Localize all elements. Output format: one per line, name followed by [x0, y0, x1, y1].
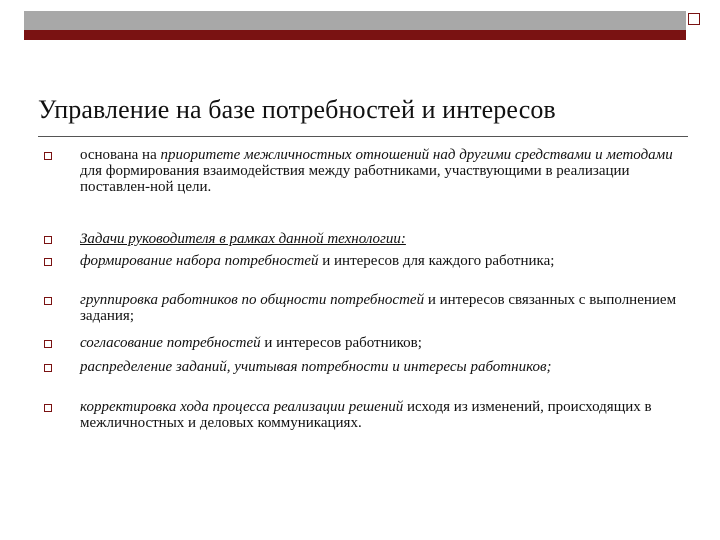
- bullet-text: [80, 359, 690, 375]
- square-bullet-icon: [44, 340, 52, 348]
- square-bullet-icon: [44, 152, 52, 160]
- corner-square-decoration: [688, 13, 700, 25]
- bullet-text: [80, 253, 690, 269]
- text-run-italic: корректировка хода процесса реализации решений: [80, 399, 404, 415]
- text-run: и интересов связанных с выполнением задания;: [80, 292, 677, 324]
- text-run-italic-underline: Задачи руководителя в рамках данной технологии:: [80, 231, 406, 247]
- text-run: для формирования взаимодействия между работниками, участвующими в реализации поставлен-ной цели.: [80, 163, 630, 195]
- text-run: исходя из изменений, происходящих в межличностных и деловых коммуникациях.: [80, 399, 652, 431]
- square-bullet-icon: [44, 404, 52, 412]
- bullet-text: [80, 335, 690, 351]
- square-bullet-icon: [44, 297, 52, 305]
- square-bullet-icon: [44, 258, 52, 266]
- text-run-italic: согласование потребностей: [80, 335, 261, 351]
- square-bullet-icon: [44, 364, 52, 372]
- header-accent-rule: [24, 30, 686, 40]
- text-run: и интересов для каждого работника;: [318, 253, 555, 269]
- text-run-italic: приоритете межличностных отношений над другими средствами и методами: [160, 147, 673, 163]
- bullet-text: [80, 399, 690, 431]
- text-run-italic: формирование набора потребностей: [80, 253, 319, 269]
- bullet-text: [80, 231, 690, 247]
- text-run-italic: группировка работников по общности потребностей: [80, 292, 425, 308]
- text-run: и интересов работников;: [260, 335, 422, 351]
- square-bullet-icon: [44, 236, 52, 244]
- text-run: основана на: [80, 147, 161, 163]
- bullet-text: [80, 292, 690, 324]
- header-band: [24, 11, 686, 30]
- bullet-text: [80, 147, 690, 195]
- text-run-italic: распределение заданий, учитывая потребности и интересы работников;: [80, 359, 552, 375]
- slide-title: Управление на базе потребностей и интересов: [38, 95, 556, 124]
- title-underline-rule: [38, 136, 688, 137]
